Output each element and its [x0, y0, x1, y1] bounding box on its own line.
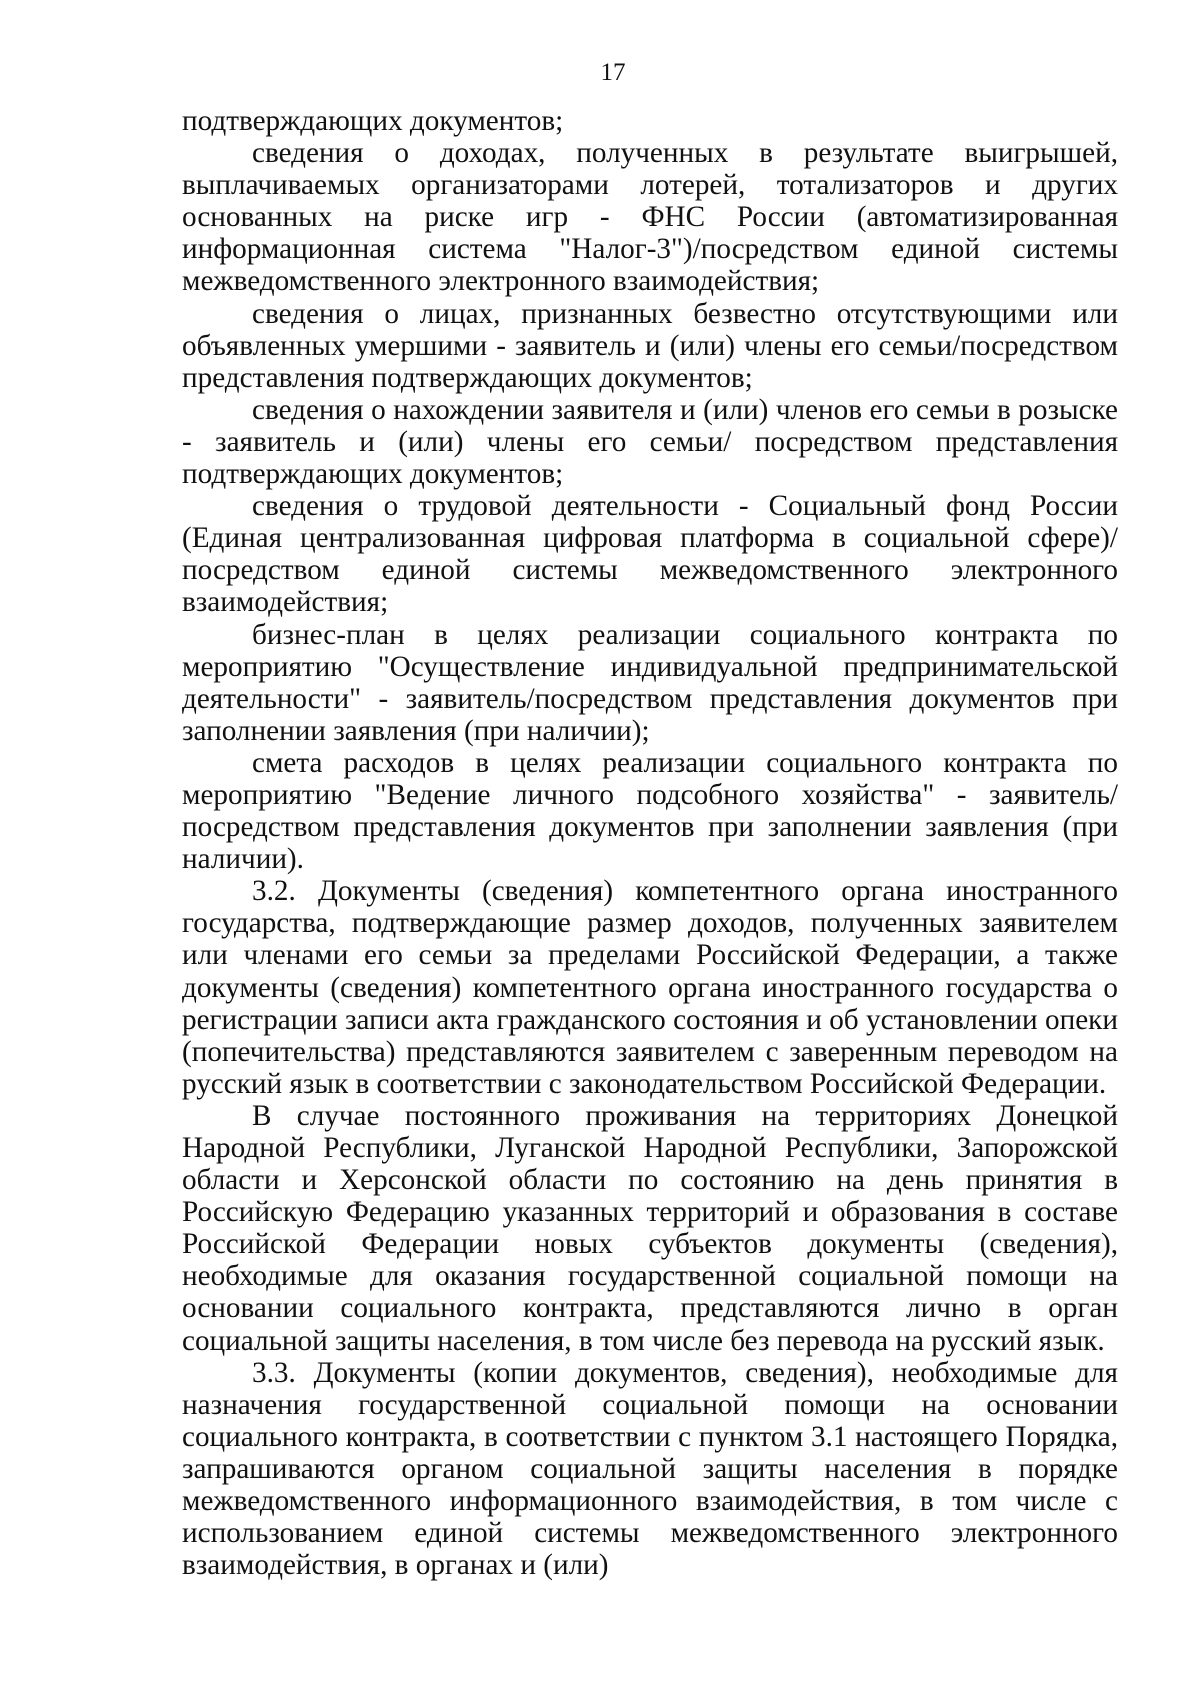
paragraph-wanted-status: сведения о нахождении заявителя и (или) членов его семьи в розыске - заявитель и (или) члены его семьи/ посредством представления подтверждающих документов; — [182, 393, 1118, 491]
paragraph-new-territories: В случае постоянного проживания на территориях Донецкой Народной Республики, Луганской Народной Республики, Запорожской области и Херсонской области по состоянию на день принятия в Российскую Федерацию указанных территорий и образования в составе Российской Федерации новых субъектов документы (сведения), необходимые для оказания государственной социальной помощи на основании социального контракта, представляются лично в орган социальной защиты населения, в том числе без перевода на русский язык. — [182, 1099, 1118, 1357]
paragraph-missing-persons: сведения о лицах, признанных безвестно отсутствующими или объявленных умершими - заявитель и (или) члены его семьи/посредством представления подтверждающих документов; — [182, 297, 1118, 394]
paragraph-employment-info: сведения о трудовой деятельности - Социальный фонд России (Единая централизованная цифровая платформа в социальной сфере)/посредством единой системы межведомственного электронного взаимодействия; — [182, 490, 1118, 619]
page-number: 17 — [600, 59, 626, 86]
paragraph-continuation: подтверждающих документов; — [182, 105, 564, 137]
paragraph-income-winnings: сведения о доходах, полученных в результате выигрышей, выплачиваемых организаторами лотерей, тотализаторов и других основанных на риске игр - ФНС России (автоматизированная информационная система "Налог-3")/посредством единой системы межведомственного электронного взаимодействия; — [182, 137, 1118, 298]
document-body — [182, 105, 1118, 1581]
paragraph-business-plan: бизнес-план в целях реализации социального контракта по мероприятию "Осуществление индивидуальной предпринимательской деятельности" - заявитель/посредством представления документов при заполнении заявления (при наличии); — [182, 618, 1118, 747]
paragraph-section-3-3: 3.3. Документы (копии документов, сведения), необходимые для назначения государственной социальной помощи на основании социального контракта, в соответствии с пунктом 3.1 настоящего Порядка, запрашиваются органом социальной защиты населения в порядке межведомственного информационного взаимодействия, в том числе с использованием единой системы межведомственного электронного взаимодействия, в органах и (или) — [182, 1356, 1118, 1582]
paragraph-section-3-2: 3.2. Документы (сведения) компетентного органа иностранного государства, подтверждающие размер доходов, полученных заявителем или членами его семьи за пределами Российской Федерации, а также документы (сведения) компетентного органа иностранного государства о регистрации записи акта гражданского состояния и об установлении опеки (попечительства) представляются заявителем с заверенным переводом на русский язык в соответствии с законодательством Российской Федерации. — [182, 875, 1118, 1100]
paragraph-expense-estimate: смета расходов в целях реализации социального контракта по мероприятию "Ведение личного подсобного хозяйства" - заявитель/посредством представления документов при заполнении заявления (при наличии). — [182, 746, 1118, 876]
